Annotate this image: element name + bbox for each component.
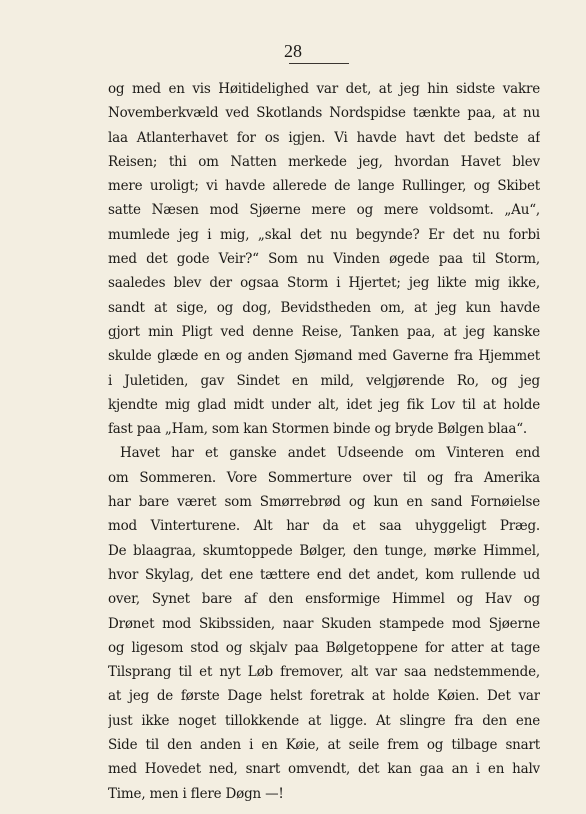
text-line: og ligesom stod og skjalv paa Bølgetoppene for atter at tage bbox=[108, 639, 540, 656]
text-line: satte Næsen mod Sjøerne mere og mere voldsomt. „Au“, bbox=[108, 202, 540, 219]
text-line: laa Atlanterhavet for os igjen. Vi havde havt det bedste af bbox=[108, 129, 540, 146]
text-line: De blaagraa, skumtoppede Bølger, den tunge, mørke Himmel, bbox=[108, 542, 540, 559]
text-line: hvor Skylag, det ene tættere end det andet, kom rullende ud bbox=[108, 566, 540, 583]
text-line: mumlede jeg i mig, „skal det nu begynde? Er det nu forbi bbox=[108, 226, 540, 243]
text-line: skulde glæde en og anden Sjømand med Gaverne fra Hjemmet bbox=[108, 348, 540, 365]
text-line: Side til den anden i en Køie, at seile frem og tilbage snart bbox=[108, 737, 540, 754]
text-line: fast paa „Ham, som kan Stormen binde og bryde Bølgen blaa“. bbox=[108, 421, 528, 438]
text-line: Drønet mod Skibssiden, naar Skuden stampede mod Sjøerne bbox=[108, 615, 540, 632]
text-line: Tilsprang til et nyt Løb fremover, alt var saa nedstemmende, bbox=[108, 664, 540, 681]
text-line: Novemberkvæld ved Skotlands Nordspidse tænkte paa, at nu bbox=[108, 105, 540, 122]
text-line: Time, men i flere Døgn —! bbox=[108, 785, 284, 802]
text-line: og med en vis Høitidelighed var det, at jeg hin sidste vakre bbox=[108, 81, 540, 97]
body-text bbox=[108, 77, 540, 806]
text-line: mod Vinterturene. Alt har da et saa uhyggeligt Præg. bbox=[108, 518, 540, 535]
text-line: kjendte mig glad midt under alt, idet jeg fik Lov til at holde bbox=[108, 396, 540, 413]
text-line: saaledes blev der ogsaa Storm i Hjertet; jeg likte mig ikke, bbox=[108, 275, 540, 292]
text-line: Havet har et ganske andet Udseende om Vinteren end bbox=[120, 445, 540, 462]
text-line: Reisen; thi om Natten merkede jeg, hvordan Havet blev bbox=[108, 153, 540, 170]
page-number-rule bbox=[289, 63, 349, 64]
text-line: med det gode Veir?“ Som nu Vinden øgede paa til Storm, bbox=[108, 251, 540, 268]
text-line: i Juletiden, gav Sindet en mild, velgjørende Ro, og jeg bbox=[108, 372, 540, 389]
text-line: med Hovedet ned, snart omvendt, det kan gaa an i en halv bbox=[108, 761, 540, 778]
text-line: sandt at sige, og dog, Bevidstheden om, at jeg kun havde bbox=[108, 299, 540, 316]
text-line: har bare været som Smørrebrød og kun en sand Fornøielse bbox=[108, 494, 540, 511]
text-line: at jeg de første Dage helst foretrak at holde Køien. Det var bbox=[108, 688, 540, 705]
text-line: mere uroligt; vi havde allerede de lange Rullinger, og Skibet bbox=[108, 178, 540, 195]
text-line: just ikke noget tillokkende at ligge. At slingre fra den ene bbox=[108, 712, 540, 729]
text-line: over, Synet bare af den ensformige Himmel og Hav og bbox=[108, 591, 540, 608]
text-line: gjort min Pligt ved denne Reise, Tanken paa, at jeg kanske bbox=[108, 323, 540, 340]
text-line: om Sommeren. Vore Sommerture over til og fra Amerika bbox=[108, 469, 540, 486]
page-number: 28 bbox=[284, 41, 302, 61]
